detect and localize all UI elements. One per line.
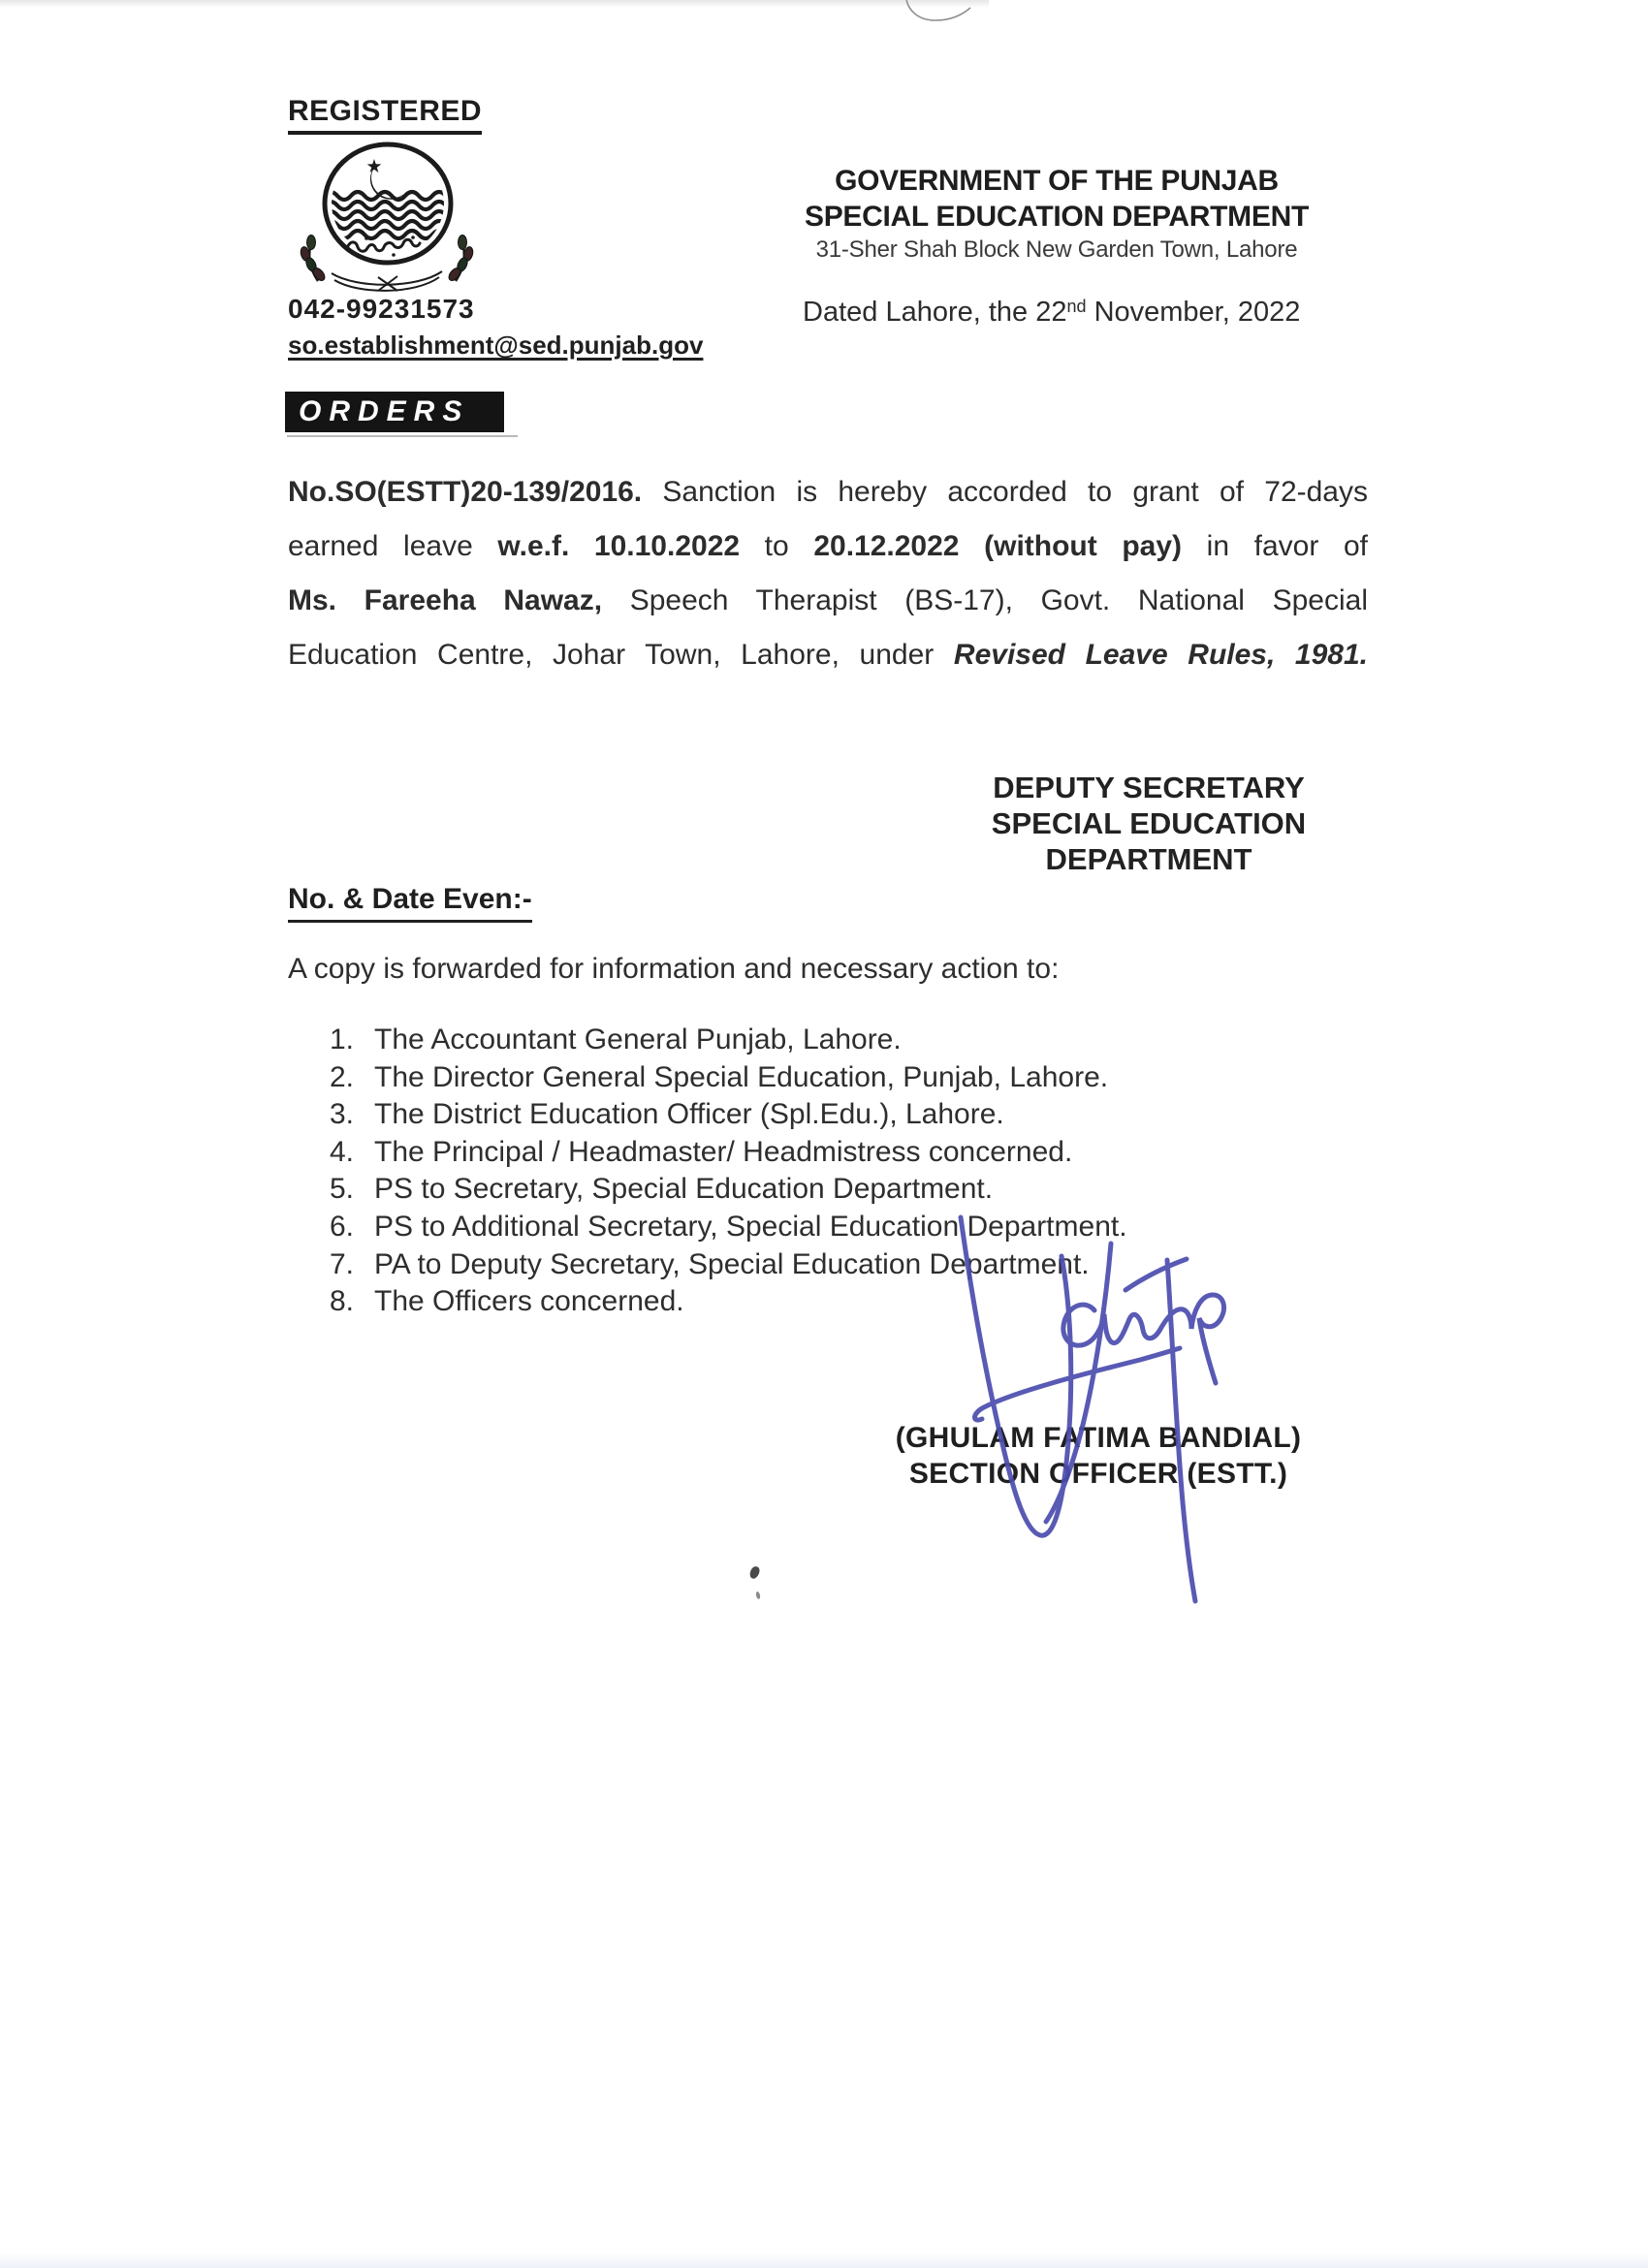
deputy-line-3: DEPARTMENT [1045,842,1252,876]
header-dept-line: SPECIAL EDUCATION DEPARTMENT [805,201,1309,233]
body-line-3 [288,574,1368,628]
email-address: so.establishment@sed.punjab.gov [288,331,704,360]
item-text: PS to Additional Secretary, Special Education Department. [374,1210,1127,1243]
body-line-2 [288,520,1368,574]
orders-banner: ORDERS [285,392,504,432]
item-number: 5. [330,1173,355,1206]
item-number: 6. [330,1210,355,1243]
body-line-4 [288,628,1368,682]
body-text: Speech Therapist (BS-17), Govt. National Special [602,584,1368,616]
forward-note: A copy is forwarded for information and necessary action to: [288,953,1060,985]
body-text: in favor of [1182,530,1368,562]
item-number: 2. [330,1060,355,1093]
header-govt-line: GOVERNMENT OF THE PUNJAB [835,165,1279,197]
wheat-left [300,236,328,283]
list-item [330,1098,1127,1136]
order-number: No.SO(ESTT)20-139/2016. [288,476,643,508]
even-heading: No. & Date Even:- [288,883,532,923]
item-number: 8. [330,1285,355,1318]
phone-number: 042-99231573 [288,294,475,324]
deputy-secretary-block [955,770,1343,877]
punjab-crest-icon [289,136,483,299]
department-header [766,163,1347,265]
item-number: 4. [330,1135,355,1168]
employee-name: Ms. Fareeha Nawaz, [288,584,603,616]
list-item [330,1024,1127,1061]
deputy-line-2: SPECIAL EDUCATION [991,806,1307,840]
order-body-paragraph [288,465,1368,682]
registered-label: REGISTERED [288,95,482,135]
leave-start-date: w.e.f. 10.10.2022 [497,530,741,562]
body-line-1 [288,465,1368,520]
date-ordinal: nd [1066,297,1087,316]
body-text: earned leave [288,530,498,562]
item-number: 7. [330,1247,355,1280]
leave-end-date: 20.12.2022 (without pay) [813,530,1183,562]
leave-rules-reference: Revised Leave Rules, 1981. [953,639,1369,671]
item-text: The Officers concerned. [374,1285,684,1318]
item-number: 3. [330,1098,355,1131]
urdu-script [347,239,420,251]
ink-fleck [755,1591,761,1600]
signatory-name: (GHULAM FATIMA BANDIAL) [895,1422,1302,1454]
item-text: The Accountant General Punjab, Lahore. [374,1024,902,1055]
ink-blot [748,1565,761,1580]
item-text: The District Education Officer (Spl.Edu.), Lahore. [374,1098,1004,1131]
body-text: Education Centre, Johar Town, Lahore, under [288,639,954,671]
ribbon [332,271,442,291]
signature-ink [921,1202,1260,1619]
item-text: The Director General Special Education, Punjab, Lahore. [374,1060,1109,1093]
body-text: to [740,530,814,562]
date-line [803,297,1300,329]
orders-banner-shadow [287,435,518,437]
item-number: 1. [330,1024,355,1055]
list-item [330,1136,1127,1174]
header-address: 31-Sher Shah Block New Garden Town, Lahore [815,236,1298,263]
list-item [330,1061,1127,1099]
body-text: Sanction is hereby accorded to grant of 72-days [642,476,1368,508]
item-text: PS to Secretary, Special Education Department. [374,1173,994,1206]
scan-curve-artifact [851,0,987,29]
wheat-right [447,236,475,283]
item-text: PA to Deputy Secretary, Special Education Department. [374,1247,1090,1280]
deputy-line-1: DEPUTY SECRETARY [993,771,1305,804]
date-prefix: Dated Lahore, the 22 [803,297,1067,328]
item-text: The Principal / Headmaster/ Headmistress concerned. [374,1135,1073,1168]
date-suffix: November, 2022 [1086,297,1301,328]
signatory-title: SECTION OFFICER (ESTT.) [908,1458,1288,1490]
